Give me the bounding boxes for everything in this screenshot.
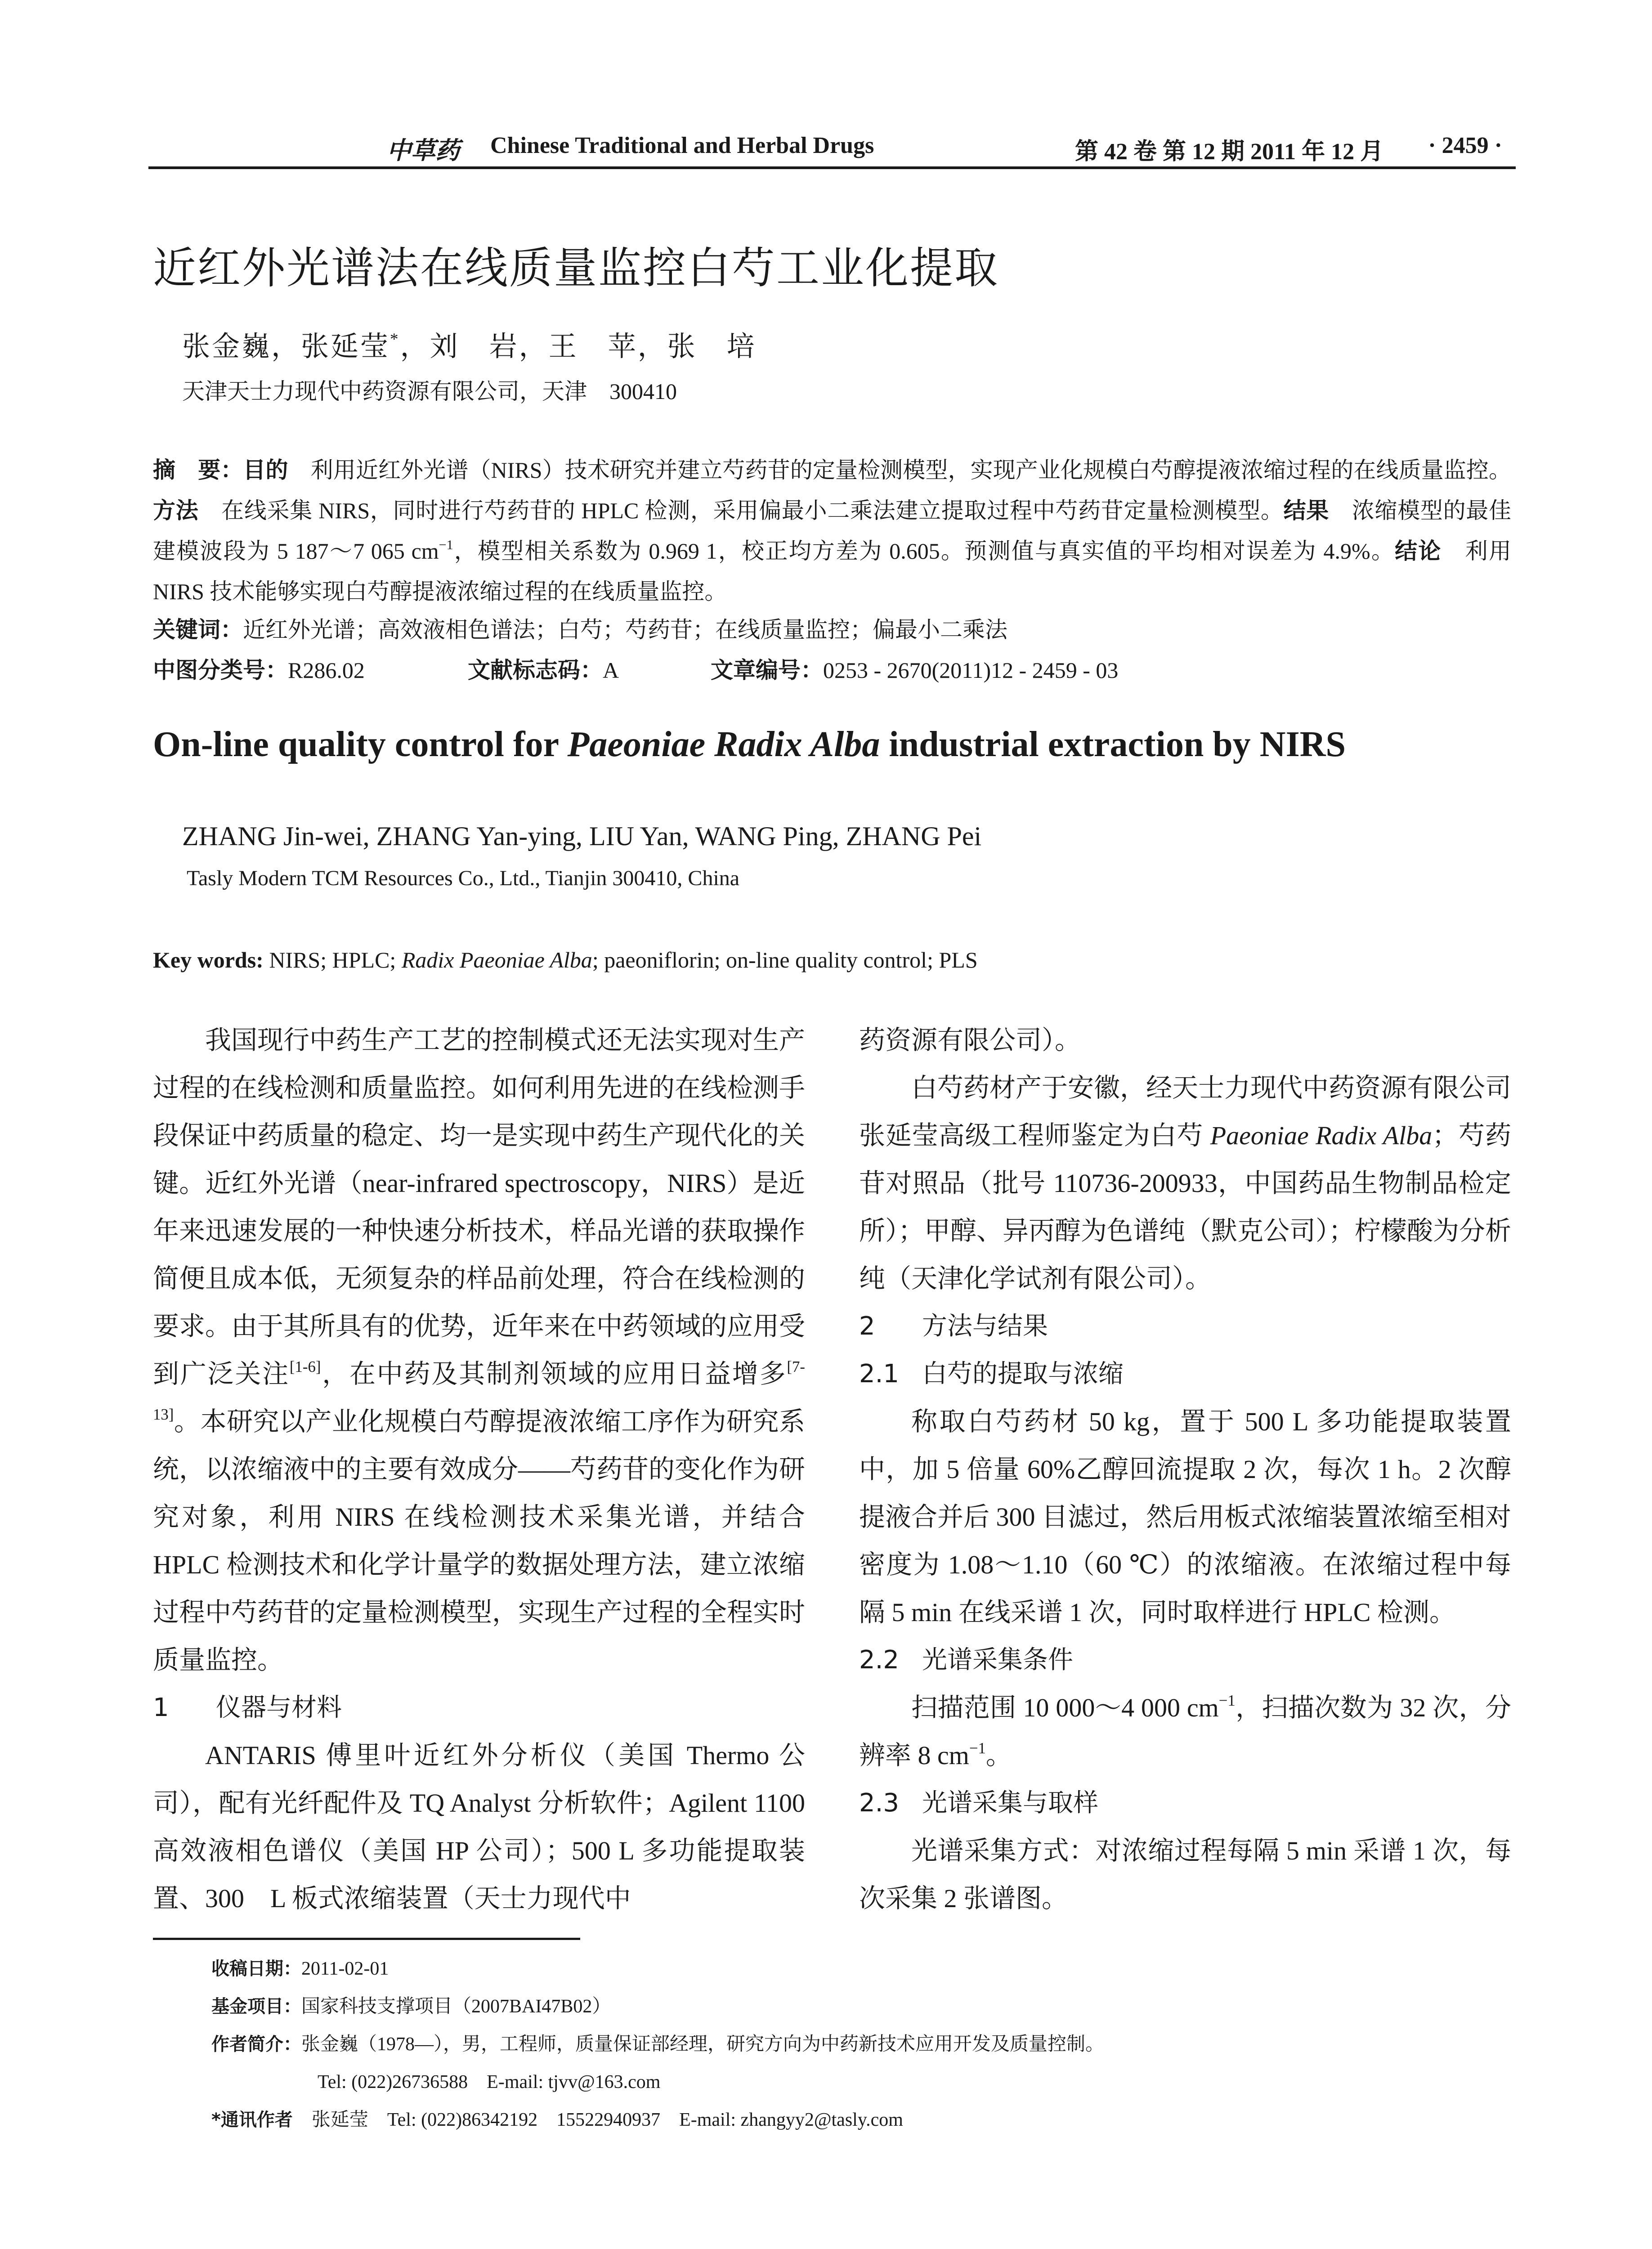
clc-number: 中图分类号：R286.02 bbox=[153, 657, 365, 683]
result-label: 结果 bbox=[1283, 497, 1329, 524]
title-en-species: Paeoniae Radix Alba bbox=[567, 725, 880, 764]
authors-zh-part2: ，刘 岩，王 苹，张 培 bbox=[400, 332, 757, 362]
affiliation-en: Tasly Modern TCM Resources Co., Ltd., Tianjin 300410, China bbox=[187, 866, 740, 890]
authors-zh bbox=[182, 324, 757, 364]
journal-issue: 第 42 卷 第 12 期 2011 年 12 月 bbox=[1075, 139, 1384, 165]
body-column-right bbox=[859, 1017, 1511, 1922]
section-heading-1: 1 仪器与材料 bbox=[153, 1693, 342, 1722]
section-heading-2: 2 方法与结果 bbox=[859, 1312, 1048, 1341]
footnote-corresponding: *通讯作者 张延莹 Tel: (022)86342192 15522940937 E-mail: zhangyy2@tasly.com bbox=[211, 2110, 903, 2130]
body-column-left bbox=[153, 1017, 805, 1922]
conclusion-text: 利用 NIRS 技术能够实现白芍醇提液浓缩过程的在线质量监控。 bbox=[153, 538, 1511, 604]
keywords-zh-text: 近红外光谱；高效液相色谱法；白芍；芍药苷；在线质量监控；偏最小二乘法 bbox=[243, 617, 1007, 642]
journal-logo: 中草药 bbox=[387, 136, 460, 165]
result-text-a: 浓缩模型的最佳建模波段为 5 187～7 065 cm bbox=[153, 498, 1512, 564]
citation: [7-13] bbox=[153, 1358, 805, 1424]
authors-en: ZHANG Jin-wei, ZHANG Yan-ying, LIU Yan, WANG Ping, ZHANG Pei bbox=[182, 821, 982, 851]
affiliation-zh: 天津天士力现代中药资源有限公司，天津 300410 bbox=[182, 379, 677, 404]
sampling-paragraph: 光谱采集方式：对浓缩过程每隔 5 min 采谱 1 次，每次采集 2 张谱图。 bbox=[859, 1836, 1511, 1913]
running-header bbox=[148, 130, 1516, 166]
objective-text: 利用近红外光谱（NIRS）技术研究并建立芍药苷的定量检测模型，实现产业化规模白芍醇提液浓缩过程的在线质量监控。 bbox=[310, 457, 1512, 483]
header-rule bbox=[148, 166, 1516, 169]
footnote-author-bio: 作者简介：张金巍（1978—），男，工程师，质量保证部经理，研究方向为中药新技术应用开发及质量控制。 bbox=[211, 2034, 1105, 2055]
continued-text: 药资源有限公司）。 bbox=[859, 1026, 1081, 1055]
materials-paragraph: ANTARIS 傅里叶近红外分析仪（美国 Thermo 公司），配有光纤配件及 TQ Analyst 分析软件；Agilent 1100 高效液相色谱仪（美国 HP 公司）；500 L 多功能提取装置、300 L 板式浓缩装置（天士力现代中 bbox=[153, 1741, 805, 1913]
section-heading-2-3: 2.3 光谱采集与取样 bbox=[859, 1788, 1098, 1818]
classification-line bbox=[153, 650, 1511, 690]
method-text: 在线采集 NIRS，同时进行芍药苷的 HPLC 检测，采用偏最小二乘法建立提取过程中芍药苷定量检测模型。 bbox=[221, 498, 1284, 523]
title-en: On-line quality control for Paeoniae Radix Alba industrial extraction by NIRS bbox=[153, 725, 1346, 764]
article-number: 文章编号：0253 - 2670(2011)12 - 2459 - 03 bbox=[711, 657, 1119, 683]
authors-zh-part1: 张金巍，张延莹 bbox=[182, 332, 390, 362]
citation: [1-6] bbox=[289, 1358, 321, 1376]
method-label: 方法 bbox=[153, 497, 199, 524]
footnote-fund: 基金项目：国家科技支撑项目（2007BAI47B02） bbox=[211, 1996, 611, 2017]
keywords-zh-label: 关键词： bbox=[153, 617, 243, 643]
objective-label: 目的 bbox=[243, 457, 288, 483]
abstract-zh bbox=[153, 450, 1511, 612]
footnotes bbox=[211, 1950, 1104, 2139]
footnote-author-contact: Tel: (022)26736588 E-mail: tjvv@163.com bbox=[318, 2072, 661, 2092]
materials-paragraph-2: 白芍药材产于安徽，经天士力现代中药资源有限公司张延莹高级工程师鉴定为白芍 Paeoniae Radix Alba；芍药苷对照品（批号 110736-200933，中国药品生物制品检定所）；甲醇、异丙醇为色谱纯（默克公司）；柠檬酸为分析纯（天津化学试剂有限公司）。 bbox=[859, 1073, 1512, 1293]
section-heading-2-1: 2.1 白芍的提取与浓缩 bbox=[859, 1359, 1124, 1389]
footnote-received: 收稿日期：2011-02-01 bbox=[211, 1958, 389, 1979]
intro-paragraph: 我国现行中药生产工艺的控制模式还无法实现对生产过程的在线检测和质量监控。如何利用先进的在线检测手段保证中药质量的稳定、均一是实现中药生产现代化的关键。近红外光谱（near-infrared spectroscopy，NIRS）是近年来迅速发展的一种快速分析技术，样品光谱的获取操作简便且成本低，无须复杂的样品前处理，符合在线检测的要求。由于其所具有的优势，近年来在中药领域的应用受到广泛关注[1-6]，在中药及其制剂领域的应用日益增多[7-13]。本研究以产业化规模白芍醇提液浓缩工序作为研究系统，以浓缩液中的主要有效成分——芍药苷的变化作为研究对象，利用 NIRS 在线检测技术采集光谱，并结合 HPLC 检测技术和化学计量学的数据处理方法，建立浓缩过程中芍药苷的定量检测模型，实现生产过程的全程实时质量监控。 bbox=[153, 1026, 806, 1675]
journal-name: Chinese Traditional and Herbal Drugs bbox=[490, 133, 874, 158]
document-code: 文献标志码：A bbox=[468, 657, 619, 683]
extraction-paragraph: 称取白芍药材 50 kg，置于 500 L 多功能提取装置中，加 5 倍量 60%乙醇回流提取 2 次，每次 1 h。2 次醇提液合并后 300 目滤过，然后用板式浓缩装置浓缩至相对密度为 1.08～1.10（60 ℃）的浓缩液。在浓缩过程中每隔 5 min 在线采谱 1 次，同时取样进行 HPLC 检测。 bbox=[859, 1407, 1512, 1627]
section-heading-2-2: 2.2 光谱采集条件 bbox=[859, 1645, 1073, 1675]
result-sup: −1 bbox=[439, 538, 453, 553]
scan-conditions-paragraph: 扫描范围 10 000～4 000 $cm^{-1}$，扫描次数为 32 次，分辨率 8 $cm^{-1}$。 bbox=[859, 1692, 1511, 1770]
page-number: · 2459 · bbox=[1428, 133, 1502, 158]
conclusion-label: 结论 bbox=[1395, 538, 1442, 564]
corresponding-mark: * bbox=[390, 330, 400, 349]
keywords-zh bbox=[153, 609, 1511, 650]
footnote-rule bbox=[153, 1938, 580, 1940]
keywords-en-label: Key words: bbox=[153, 947, 264, 972]
keywords-en: Key words: NIRS; HPLC; Radix Paeoniae Alba; paeoniflorin; on-line quality control; PLS bbox=[153, 947, 978, 972]
abstract-label: 摘 要： bbox=[153, 457, 243, 483]
result-text-b: ，模型相关系数为 0.969 1，校正均方差为 0.605。预测值与真实值的平均相对误差为 4.9%。 bbox=[453, 538, 1395, 564]
title-zh: 近红外光谱法在线质量监控白芍工业化提取 bbox=[153, 243, 999, 293]
